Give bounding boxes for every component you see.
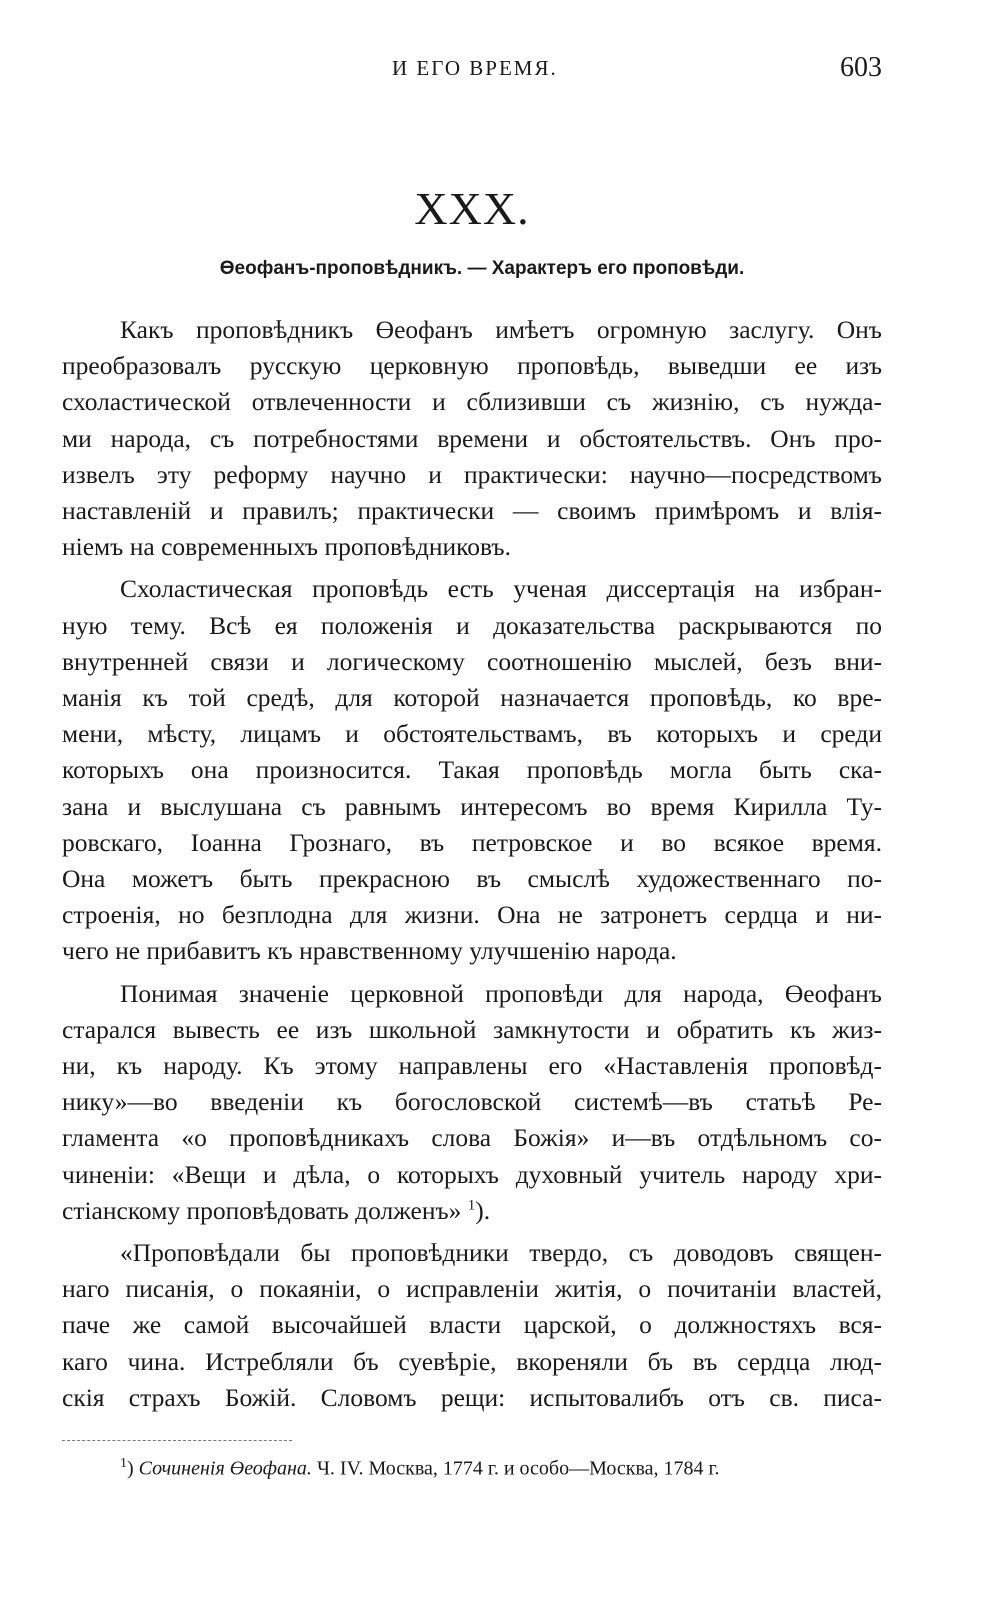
text-line: зана и выслушана съ равнымъ интересомъ во время Кирилла Ту-: [62, 791, 882, 821]
text-line: схоластической отвлеченности и сблизивши съ жизнію, съ нужда-: [62, 387, 882, 417]
footnote-title: Сочиненія Өеофана.: [138, 1457, 312, 1480]
text-line: преобразовалъ русскую церковную проповѣдь, выведши ее изъ: [62, 351, 882, 381]
footnote-marker: 1: [120, 1456, 127, 1471]
text-line: строенія, но безплодна для жизни. Она не затронетъ сердца и ни-: [62, 900, 882, 930]
text-line: наставленій и правилъ; практически — своимъ примѣромъ и влія-: [62, 496, 882, 526]
text-line: внутренней связи и логическому соотношенію мыслей, безъ вни-: [62, 646, 882, 676]
text-line: паче же самой высочайшей власти царской, о должностяхъ вся-: [62, 1310, 882, 1340]
footnote: [120, 1456, 719, 1481]
footnote-divider: [62, 1440, 292, 1441]
text-line: извелъ эту реформу научно и практически: научно—посредствомъ: [62, 459, 882, 489]
text-line: старался вывесть ее изъ школьной замкнутости и обратить къ жиз-: [62, 1014, 882, 1044]
paragraph-3: [62, 976, 882, 1229]
text-line-with-ref: [62, 1193, 882, 1229]
text-line: стіанскому проповѣдовать долженъ»: [62, 1195, 462, 1225]
text-line: чиненіи: «Вещи и дѣла, о которыхъ духовный учитель народу хри-: [62, 1159, 882, 1189]
chapter-number: XXX.: [414, 183, 530, 234]
body-text: [62, 312, 882, 1416]
footnote-marker-close: ): [127, 1457, 134, 1480]
running-head: [62, 52, 882, 92]
footnote-text: Ч. IV. Москва, 1774 г. и особо—Москва, 1784 г.: [316, 1457, 720, 1480]
book-page: [62, 0, 882, 1609]
text-line: Понимая значеніе церковной проповѣди для народа, Өеофанъ: [120, 978, 882, 1008]
text-line: чего не прибавитъ къ нравственному улучшенію народа.: [62, 936, 677, 966]
footnote-reference[interactable]: 1: [467, 1197, 476, 1214]
text-line: «Проповѣдали бы проповѣдники твердо, съ доводовъ священ-: [120, 1238, 882, 1268]
text-line: гламента «о проповѣдникахъ слова Божія» и—въ отдѣльномъ со-: [62, 1123, 882, 1153]
running-title: И ЕГО ВРЕМЯ.: [392, 56, 558, 80]
text-line: Схоластическая проповѣдь есть ученая диссертація на избран-: [120, 574, 882, 604]
text-line: ни, къ народу. Къ этому направлены его «Наставленія проповѣд-: [62, 1051, 882, 1081]
paragraph-2: [62, 571, 882, 969]
text-line: манія къ той средѣ, для которой назначается проповѣдь, ко вре-: [62, 683, 882, 713]
text-line: нику»—во введеніи къ богословской системѣ—въ статьѣ Ре-: [62, 1087, 882, 1117]
text-line: ми народа, съ потребностями времени и обстоятельствъ. Онъ про-: [62, 423, 882, 453]
text-line: наго писанія, о покаяніи, о исправленіи житія, о почитаніи властей,: [62, 1274, 882, 1304]
text-line: которыхъ она произносится. Такая проповѣдь могла быть ска-: [62, 755, 882, 785]
paragraph-4: [62, 1235, 882, 1416]
text-line: ровскаго, Іоанна Грознаго, въ петровское и во всякое время.: [62, 827, 882, 857]
text-line: мени, мѣсту, лицамъ и обстоятельствамъ, въ которыхъ и среди: [62, 719, 882, 749]
paragraph-1: [62, 312, 882, 565]
text-line: скія страхъ Божій. Словомъ рещи: испытовалибъ отъ св. писа-: [62, 1382, 882, 1412]
text-line: каго чина. Истребляли бъ суевѣріе, вкореняли бъ въ сердца люд-: [62, 1346, 882, 1376]
page-number: 603: [840, 52, 882, 83]
text-line: ніемъ на современныхъ проповѣдниковъ.: [62, 532, 511, 562]
chapter-subtitle: Өеофанъ-проповѣдникъ. — Характеръ его проповѣди.: [219, 258, 745, 279]
text-line: ную тему. Всѣ ея положенія и доказательства раскрываются по: [62, 610, 882, 640]
text-line-tail: ).: [475, 1195, 491, 1225]
text-line: Какъ проповѣдникъ Өеофанъ имѣетъ огромную заслугу. Онъ: [120, 315, 882, 344]
text-line: Она можетъ быть прекрасною въ смыслѣ художественнаго по-: [62, 864, 882, 894]
